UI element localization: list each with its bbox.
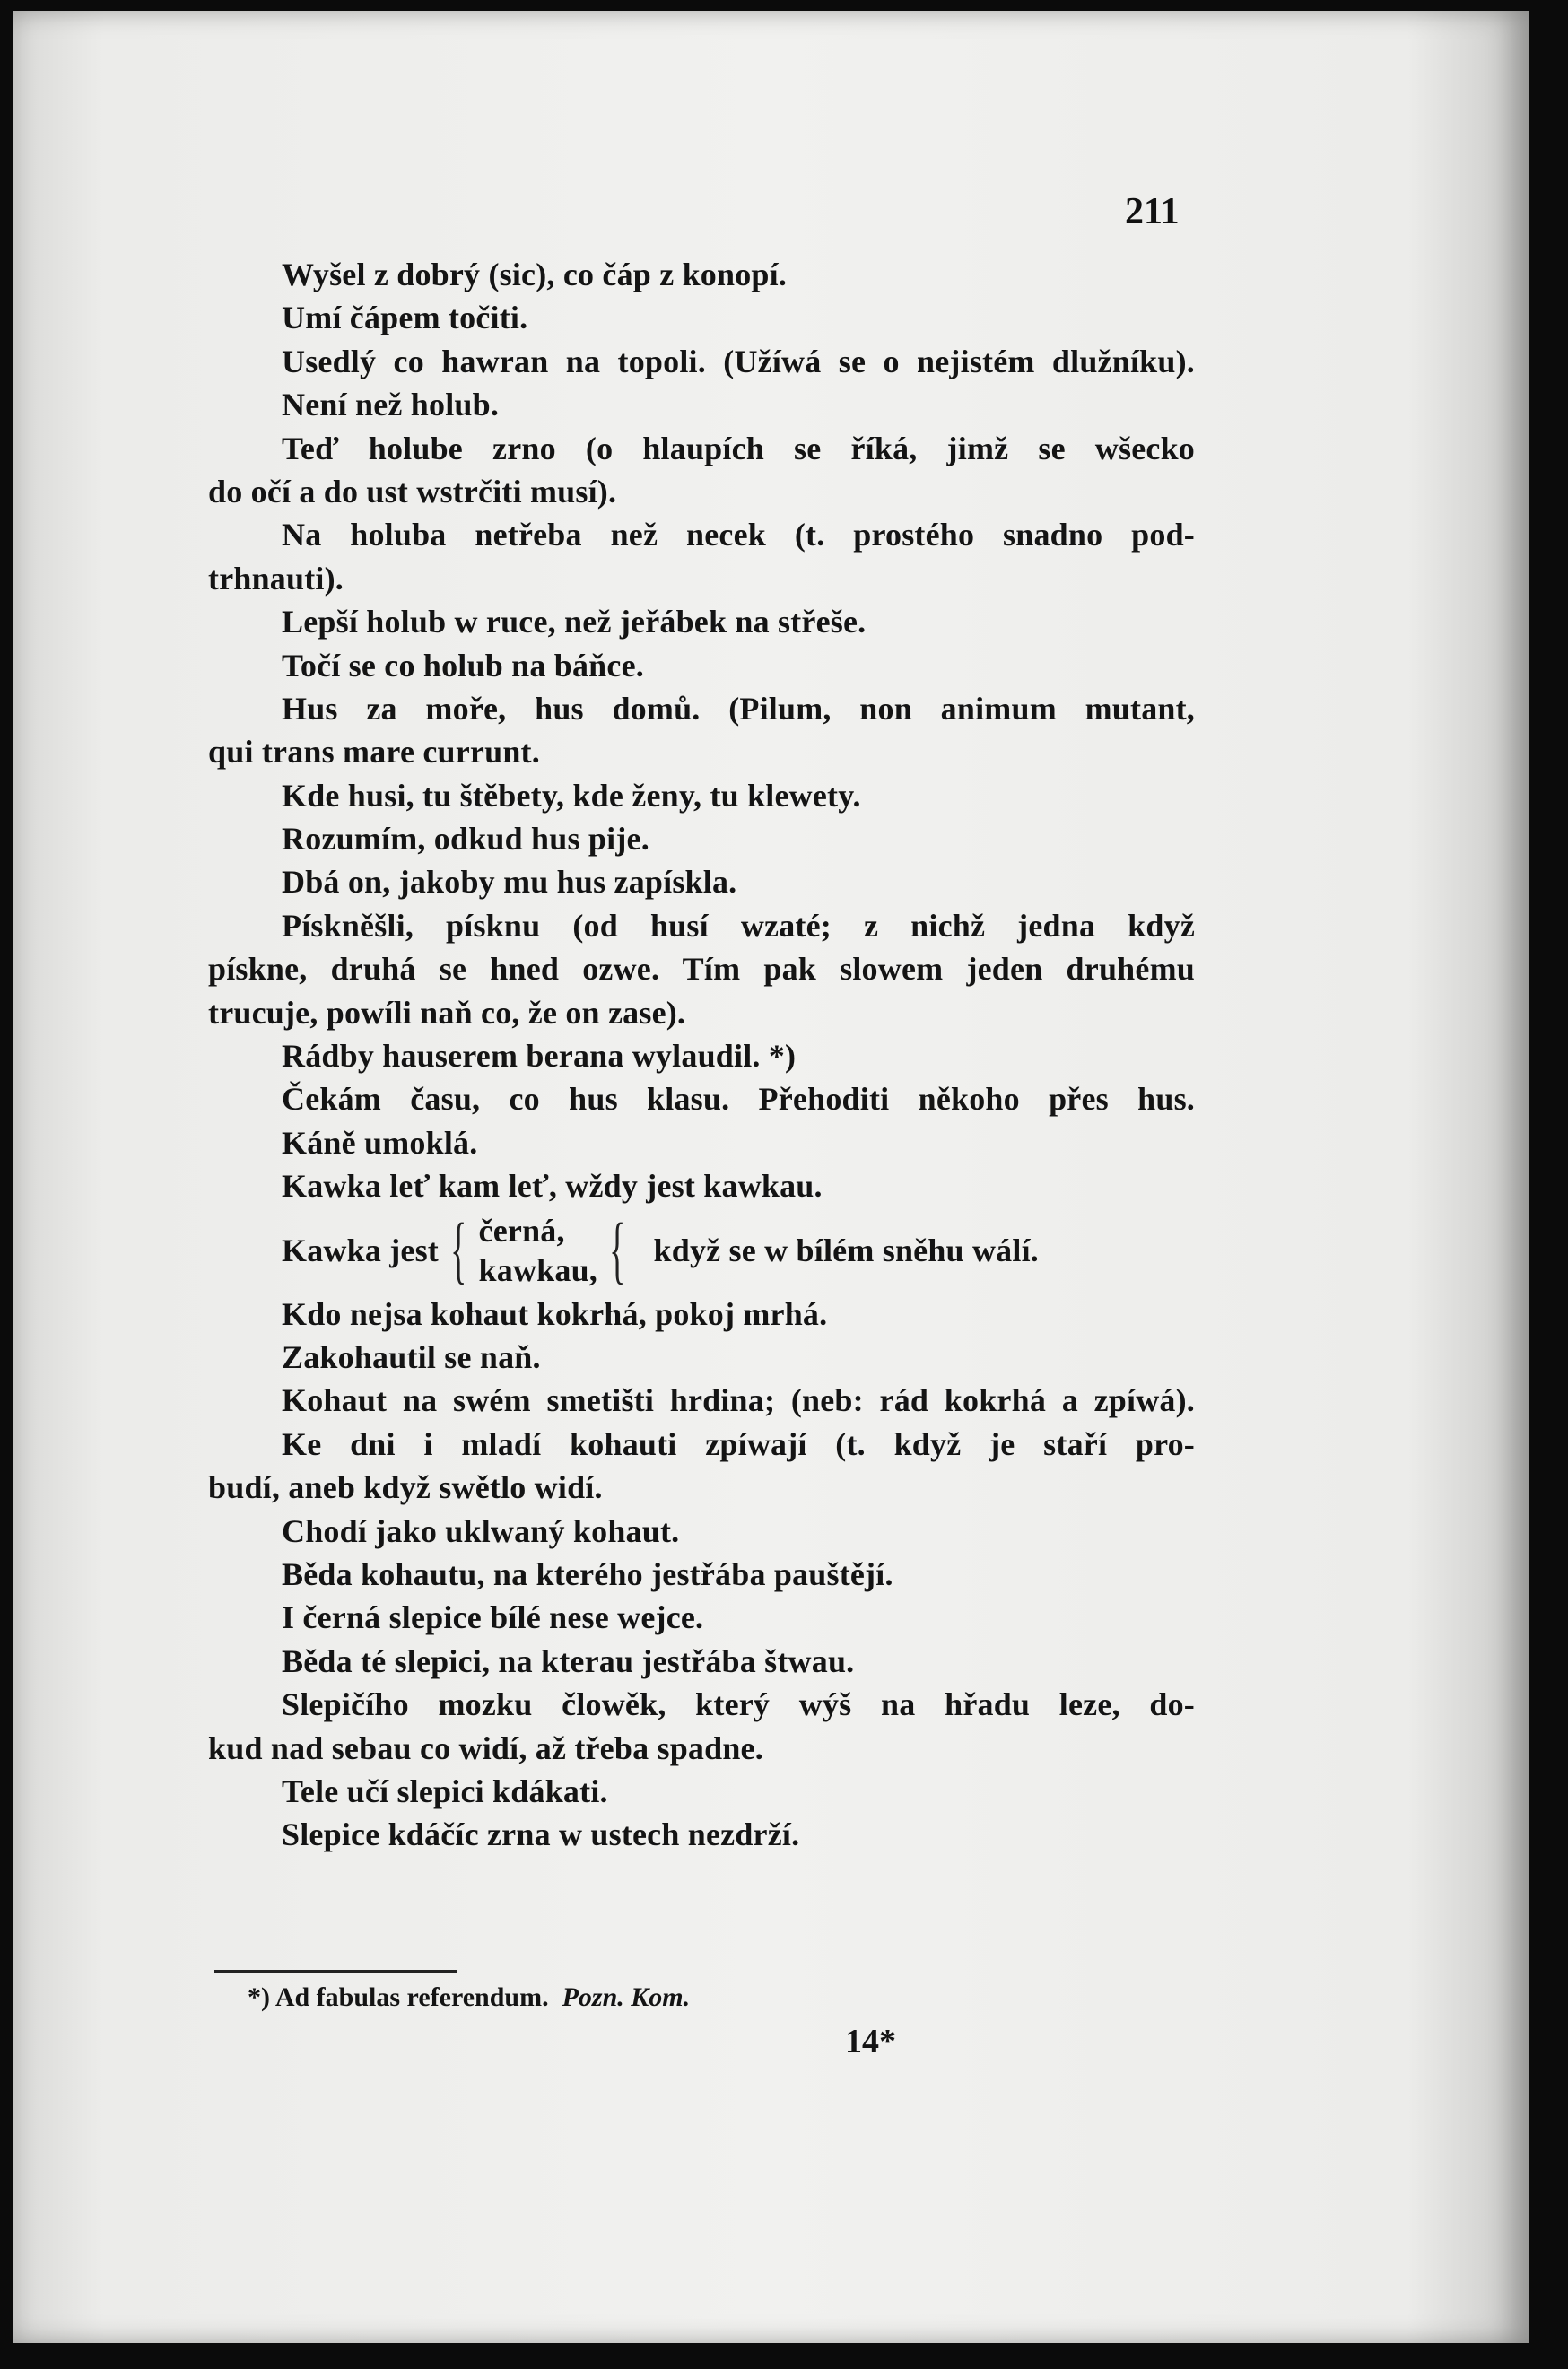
text-line: Rozumím, odkud hus pije.: [282, 821, 649, 858]
text-line: trucuje, powíli naň co, že on zase).: [208, 994, 686, 1031]
text-line: Wyšel z dobrý (sic), co čáp z konopí.: [282, 257, 788, 292]
text-line: Káně umoklá.: [282, 1124, 478, 1161]
text-line: Chodí jako uklwaný kohaut.: [282, 1512, 680, 1549]
footnote-text: *) Ad fabulas referendum.: [248, 1982, 549, 2012]
proverb-block-2: [208, 1293, 1195, 1857]
signature-mark: 14*: [845, 2023, 896, 2060]
kawka-bracket-line: [208, 1208, 1195, 1293]
text-line: Běda kohautu, na kterého jestřába pauštějí.: [282, 1555, 893, 1592]
text-line: Kdo nejsa kohaut kokrhá, pokoj mrhá.: [282, 1295, 828, 1332]
text-line: Dbá on, jakoby mu hus zapískla.: [282, 864, 737, 901]
text-line: Není než holub.: [282, 387, 500, 423]
kawka-tail: když se w bílém sněhu wálí.: [653, 1232, 1039, 1268]
text-line: Hus za moře, hus domů. (Pilum, non animum mutant,: [282, 690, 1195, 727]
book-page: [13, 11, 1529, 2343]
text-line: qui trans mare currunt.: [208, 734, 540, 771]
text-line: Pískněšli, písknu (od husí wzaté; z nichž jedna když: [282, 907, 1195, 944]
text-line: Umí čápem točiti.: [282, 300, 528, 336]
text-line: trhnauti).: [208, 560, 344, 597]
text-line: Kohaut na swém smetišti hrdina; (neb: rád kokrhá a zpíwá).: [282, 1382, 1195, 1419]
page-body: [208, 253, 1195, 1857]
text-line: Kawka leť kam leť, wždy jest kawkau.: [282, 1168, 823, 1205]
text-line: Slepičího mozku člowěk, který wýš na hřadu leze, do-: [282, 1686, 1195, 1723]
kawka-option-2: kawkau,: [478, 1251, 597, 1288]
footnote: [248, 1982, 690, 2013]
text-line: Zakohautil se naň.: [282, 1338, 541, 1375]
text-line: Teď holube zrno (o hlaupích se říká, jimž se wšecko: [282, 430, 1195, 466]
footnote-attribution: Pozn. Kom.: [562, 1982, 691, 2012]
kawka-lead: Kawka jest: [282, 1232, 439, 1268]
text-line: Točí se co holub na báňce.: [282, 647, 644, 684]
text-line: pískne, druhá se hned ozwe. Tím pak slowem jeden druhému: [208, 951, 1195, 988]
text-line: Čekám času, co hus klasu. Přehoditi někoho přes hus.: [282, 1081, 1195, 1118]
footnote-rule: [214, 1970, 457, 1973]
text-line: kud nad sebau co widí, až třeba spadne.: [208, 1729, 763, 1766]
text-line: I černá slepice bílé nese wejce.: [282, 1599, 704, 1636]
text-line: Usedlý co hawran na topoli. (Užíwá se o nejistém dlužníku).: [282, 343, 1195, 379]
text-line: Slepice kdáčíc zrna w ustech nezdrží.: [282, 1816, 800, 1853]
proverb-block-1: [208, 253, 1195, 1208]
right-brace-icon: {: [609, 1207, 626, 1292]
text-line: Rádby hauserem berana wylaudil. *): [282, 1038, 797, 1075]
text-line: Na holuba netřeba než necek (t. prostého snadno pod-: [282, 517, 1195, 553]
kawka-options: [479, 1211, 597, 1290]
text-line: Lepší holub w ruce, než jeřábek na střeše.: [282, 604, 867, 640]
text-line: do očí a do ust wstrčiti musí).: [208, 473, 617, 510]
text-line: budí, aneb když swětlo widí.: [208, 1469, 603, 1506]
page-number: 211: [1125, 191, 1180, 232]
text-line: Tele učí slepici kdákati.: [282, 1772, 608, 1809]
text-line: Kde husi, tu štěbety, kde ženy, tu klewety.: [282, 777, 861, 814]
text-line: Běda té slepici, na kterau jestřába štwau.: [282, 1642, 855, 1679]
kawka-option-1: černá,: [478, 1212, 565, 1249]
left-brace-icon: {: [450, 1207, 467, 1292]
text-line: Ke dni i mladí kohauti zpíwají (t. když je staří pro-: [282, 1425, 1195, 1462]
